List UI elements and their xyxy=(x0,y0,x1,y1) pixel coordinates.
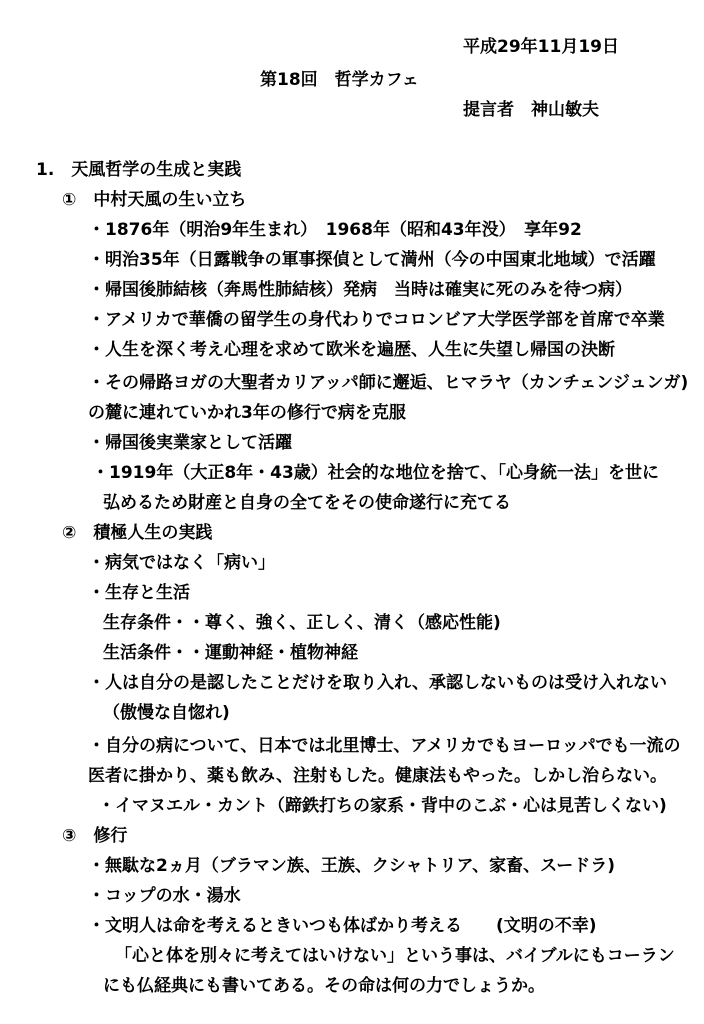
list-subitem: 生存条件・・尊く、強く、正しく、清く（感応性能) xyxy=(103,613,501,633)
list-item-continuation: 弘めるため財産と自身の全てをその使命遂行に充てる xyxy=(103,493,511,513)
list-item: ・人は自分の是認したことだけを取り入れ、承認しないものは受け入れない xyxy=(88,673,668,693)
list-item: ・その帰路ヨガの大聖者カリアッパ師に邂逅、ヒマラヤ（カンチェンジュンガ) xyxy=(88,373,689,393)
list-item: ・自分の病について、日本では北里博士、アメリカでもヨーロッパでも一流の xyxy=(88,736,681,756)
presenter-name: 提言者 神山敏夫 xyxy=(463,100,599,120)
subsection-title-1: ① 中村天風の生い立ち xyxy=(62,190,247,210)
document-title: 第18回 哲学カフェ xyxy=(260,70,419,90)
section-heading: 1. 天風哲学の生成と実践 xyxy=(36,160,242,180)
list-subitem: 生活条件・・運動神経・植物神経 xyxy=(103,643,358,663)
list-item: ・帰国後肺結核（奔馬性肺結核）発病 当時は確実に死のみを待つ病） xyxy=(88,280,632,300)
list-item-continuation: 「心と体を別々に考えてはいけない」という事は、バイブルにもコーラン xyxy=(115,946,675,966)
list-item-continuation: にも仏経典にも書いてある。その命は何の力でしょうか。 xyxy=(103,976,545,996)
subsection-title-2: ② 積極人生の実践 xyxy=(62,523,213,543)
list-item-continuation: 医者に掛かり、薬も飲み、注射もした。健康法もやった。しかし治らない。 xyxy=(88,766,668,786)
list-item: ・明治35年（日露戦争の軍事探偵として満州（今の中国東北地域）で活躍 xyxy=(88,250,656,270)
list-item: ・人生を深く考え心理を求めて欧米を遍歴、人生に失望し帰国の決断 xyxy=(88,340,615,360)
list-item: ・1919年（大正8年・43歳）社会的な地位を捨て、「心身統一法」を世に xyxy=(92,463,659,483)
list-item: ・病気ではなく「病い」 xyxy=(88,553,275,573)
subsection-title-3: ③ 修行 xyxy=(62,826,128,846)
list-item-continuation: （傲慢な自惚れ) xyxy=(103,703,230,723)
list-item: ・文明人は命を考えるときいつも体ばかり考える (文明の不幸) xyxy=(88,916,597,936)
list-item: ・無駄な2ヵ月（ブラマン族、王族、クシャトリア、家畜、スードラ) xyxy=(88,856,616,876)
list-item: ・アメリカで華僑の留学生の身代わりでコロンビア大学医学部を首席で卒業 xyxy=(88,310,665,330)
list-item: ・1876年（明治9年生まれ） 1968年（昭和43年没） 享年92 xyxy=(88,220,582,240)
document-date: 平成29年11月19日 xyxy=(463,37,619,57)
list-item: ・イマヌエル・カント（蹄鉄打ちの家系・背中のこぶ・心は見苦しくない) xyxy=(98,796,667,816)
list-item-continuation: の麓に連れていかれ3年の修行で病を克服 xyxy=(88,403,406,423)
list-item: ・コップの水・湯水 xyxy=(88,886,241,906)
list-item: ・生存と生活 xyxy=(88,583,190,603)
list-item: ・帰国後実業家として活躍 xyxy=(88,433,292,453)
